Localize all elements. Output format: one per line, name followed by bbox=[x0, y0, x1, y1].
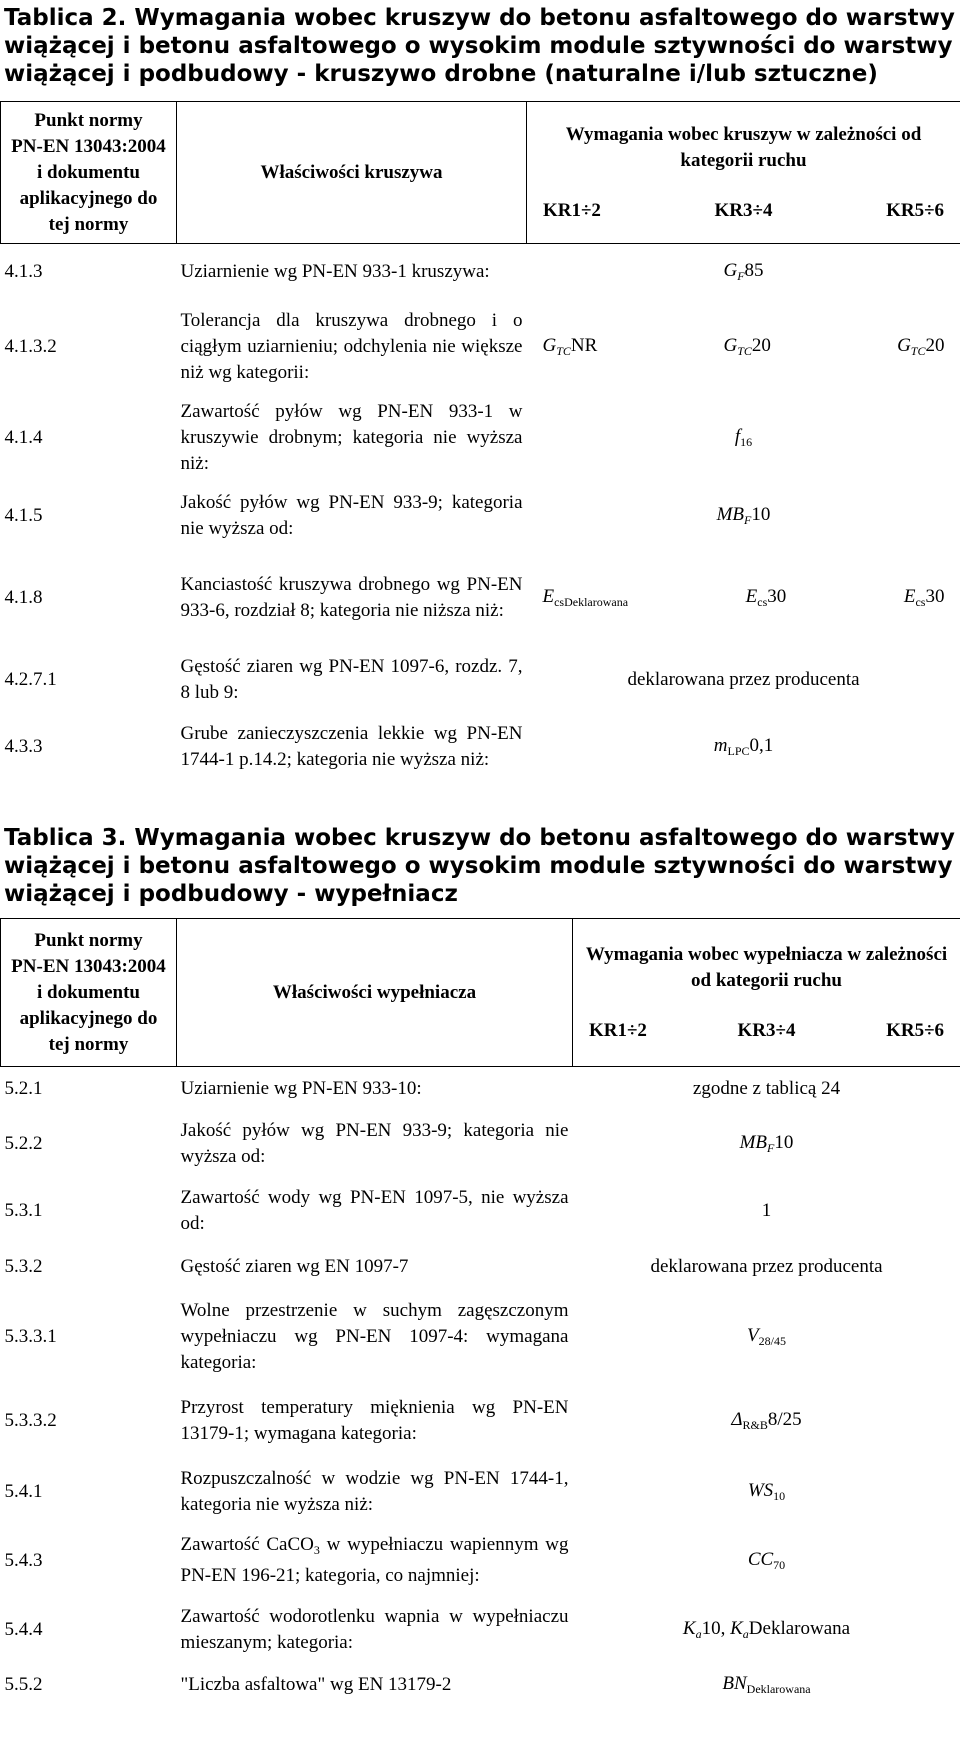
kr-value: $E_{cs}30$ bbox=[745, 585, 787, 609]
table-row bbox=[1, 244, 960, 300]
requirement-value: zgodne z tablicą 24 bbox=[692, 1077, 841, 1099]
table-row bbox=[1, 1665, 960, 1705]
header-norm-line: PN-EN 13043:2004 bbox=[11, 955, 166, 977]
property-text: Uziarnienie wg PN-EN 933-1 kruszywa: bbox=[180, 260, 490, 282]
requirement-value: $BN_{Deklarowana}$ bbox=[722, 1672, 811, 1696]
header-norm-line: Punkt normy bbox=[34, 929, 143, 951]
table-row bbox=[1, 1385, 960, 1457]
property-text: Tolerancja dla kruszywa drobnego i o ciągłym uziarnieniu; odchylenia nie większe niż wg kategorii: bbox=[180, 309, 523, 383]
kr-values bbox=[531, 335, 957, 359]
property-text: "Liczba asfaltowa" wg EN 13179-2 bbox=[180, 1673, 452, 1695]
header-requirements bbox=[573, 919, 960, 1067]
table-row bbox=[1, 300, 960, 394]
requirement-value: $CC_{70}$ bbox=[747, 1548, 786, 1572]
requirement-value: deklarowana przez producenta bbox=[650, 1255, 883, 1277]
requirement-value: $G_F85$ bbox=[723, 259, 764, 283]
norm-point: 5.3.2 bbox=[4, 1255, 43, 1277]
kr-category: KR3÷4 bbox=[714, 199, 773, 221]
traffic-categories bbox=[531, 198, 956, 224]
property-text: Grube zanieczyszczenia lekkie wg PN-EN 1744-1 p.14.2; kategoria nie wyższa niż: bbox=[180, 722, 523, 770]
table-3 bbox=[0, 918, 960, 1705]
norm-point: 5.3.3.2 bbox=[4, 1409, 57, 1431]
property-text: Jakość pyłów wg PN-EN 933-9; kategoria nie wyższa od: bbox=[180, 491, 523, 539]
norm-point: 5.4.3 bbox=[4, 1549, 43, 1571]
norm-point: 4.1.3 bbox=[4, 260, 43, 282]
property-text: Jakość pyłów wg PN-EN 933-9; kategoria nie wyższa od: bbox=[180, 1119, 569, 1167]
property-text: Uziarnienie wg PN-EN 933-10: bbox=[180, 1077, 422, 1099]
kr-category: KR1÷2 bbox=[543, 199, 601, 221]
requirement-value: $m_{LPC}0,1$ bbox=[713, 734, 774, 758]
property-text: Zawartość CaCO$_3$ w wypełniaczu wapiennym wg PN-EN 196-21; kategoria, co najmniej: bbox=[180, 1534, 569, 1586]
norm-point: 5.2.2 bbox=[4, 1132, 43, 1154]
table-2 bbox=[0, 101, 960, 780]
header-requirements-text: Wymagania wobec kruszyw w zależności od kategorii ruchu bbox=[565, 123, 922, 171]
table-row bbox=[1, 482, 960, 550]
norm-point: 5.4.4 bbox=[4, 1618, 43, 1640]
norm-point: 4.3.3 bbox=[4, 735, 43, 757]
norm-point: 4.1.5 bbox=[4, 504, 43, 526]
requirement-value: deklarowana przez producenta bbox=[627, 668, 860, 690]
property-text: Zawartość wody wg PN-EN 1097-5, nie wyższa od: bbox=[180, 1186, 569, 1234]
property-text: Przyrost temperatury mięknienia wg PN-EN 13179-1; wymagana kategoria: bbox=[180, 1396, 569, 1444]
header-norm-line: i dokumentu bbox=[37, 161, 140, 183]
kr-value: $G_{TC}20$ bbox=[723, 334, 771, 358]
requirement-value: $MB_F10$ bbox=[716, 503, 771, 527]
table-row bbox=[1, 646, 960, 714]
table-row bbox=[1, 1067, 960, 1111]
kr-category: KR5÷6 bbox=[886, 1019, 944, 1041]
header-norm-line: Punkt normy bbox=[34, 109, 143, 131]
table-row bbox=[1, 1457, 960, 1527]
table-row bbox=[1, 1595, 960, 1665]
norm-point: 4.1.4 bbox=[4, 426, 43, 448]
header-norm-line: tej normy bbox=[48, 213, 129, 235]
norm-point: 5.3.1 bbox=[4, 1199, 43, 1221]
header-norm-point bbox=[1, 919, 177, 1067]
table-row bbox=[1, 1527, 960, 1595]
header-properties: Właściwości wypełniacza bbox=[177, 919, 573, 1067]
property-text: Wolne przestrzenie w suchym zagęszczonym wypełniaczu wg PN-EN 1097-4: wymagana kategoria: bbox=[180, 1299, 569, 1373]
header-norm-line: aplikacyjnego do bbox=[19, 1007, 158, 1029]
header-norm-line: tej normy bbox=[48, 1033, 129, 1055]
kr-value: $E_{csDeklarowana}$ bbox=[542, 585, 629, 609]
table-3-caption: Tablica 3. Wymagania wobec kruszyw do betonu asfaltowego do warstwy wiążącej i betonu asfaltowego o wysokim module sztywności do warstwy wiążącej i podbudowy - wypełniacz bbox=[4, 825, 955, 907]
property-text: Gęstość ziaren wg PN-EN 1097-6, rozdz. 7, 8 lub 9: bbox=[180, 655, 523, 703]
header-norm-line: PN-EN 13043:2004 bbox=[11, 135, 166, 157]
table-row bbox=[1, 1289, 960, 1385]
norm-point: 4.1.8 bbox=[4, 586, 43, 608]
norm-point: 5.2.1 bbox=[4, 1077, 43, 1099]
header-norm-line: i dokumentu bbox=[37, 981, 140, 1003]
norm-point: 5.3.3.1 bbox=[4, 1325, 57, 1347]
kr-value: $G_{TC}20$ bbox=[897, 334, 945, 358]
requirement-value: $\Delta_{R\&B}8/25$ bbox=[731, 1408, 802, 1432]
property-text: Rozpuszczalność w wodzie wg PN-EN 1744-1, kategoria nie wyższa niż: bbox=[180, 1467, 569, 1515]
table-row bbox=[1, 1245, 960, 1289]
requirement-value: $MB_F10$ bbox=[739, 1131, 794, 1155]
table-row bbox=[1, 1111, 960, 1177]
property-text: Gęstość ziaren wg EN 1097-7 bbox=[180, 1255, 409, 1277]
header-requirements bbox=[527, 102, 960, 244]
requirement-value: $WS_{10}$ bbox=[747, 1479, 786, 1503]
header-properties: Właściwości kruszywa bbox=[177, 102, 527, 244]
requirement-value: $V_{28/45}$ bbox=[747, 1324, 786, 1348]
header-requirements-text: Wymagania wobec wypełniacza w zależności od kategorii ruchu bbox=[585, 943, 948, 991]
header-norm-line: aplikacyjnego do bbox=[19, 187, 158, 209]
requirement-value: $K_a10$, $K_aDeklarowana$ bbox=[682, 1617, 851, 1641]
norm-point: 4.2.7.1 bbox=[4, 668, 57, 690]
kr-value: $E_{cs}30$ bbox=[903, 585, 945, 609]
table-row bbox=[1, 714, 960, 780]
table-row bbox=[1, 550, 960, 646]
header-norm-point bbox=[1, 102, 177, 244]
table-row bbox=[1, 394, 960, 482]
table-3-header-row bbox=[1, 919, 960, 1067]
norm-point: 5.5.2 bbox=[4, 1673, 43, 1695]
table-row bbox=[1, 1177, 960, 1245]
table-2-caption: Tablica 2. Wymagania wobec kruszyw do betonu asfaltowego do warstwy wiążącej i betonu asfaltowego o wysokim module sztywności do warstwy wiążącej i podbudowy - kruszywo drobne (naturalne i/lub sztuczne) bbox=[4, 5, 955, 87]
traffic-categories bbox=[577, 1018, 956, 1044]
requirement-values bbox=[527, 550, 960, 646]
kr-category: KR1÷2 bbox=[589, 1019, 647, 1041]
norm-point: 5.4.1 bbox=[4, 1480, 43, 1502]
table-2-header-row bbox=[1, 102, 960, 244]
requirement-values bbox=[527, 300, 960, 394]
requirement-value: 1 bbox=[761, 1199, 772, 1221]
property-text: Zawartość pyłów wg PN-EN 933-1 w kruszywie drobnym; kategoria nie wyższa niż: bbox=[180, 400, 523, 474]
property-text: Kanciastość kruszywa drobnego wg PN-EN 933-6, rozdział 8; kategoria nie niższa niż: bbox=[180, 573, 523, 621]
kr-category: KR5÷6 bbox=[886, 199, 944, 221]
kr-values bbox=[531, 586, 957, 610]
norm-point: 4.1.3.2 bbox=[4, 335, 57, 357]
property-text: Zawartość wodorotlenku wapnia w wypełniaczu mieszanym; kategoria: bbox=[180, 1605, 569, 1653]
kr-value: $G_{TC}NR$ bbox=[542, 334, 598, 358]
requirement-value: $f_{16}$ bbox=[734, 425, 753, 449]
kr-category: KR3÷4 bbox=[737, 1019, 796, 1041]
